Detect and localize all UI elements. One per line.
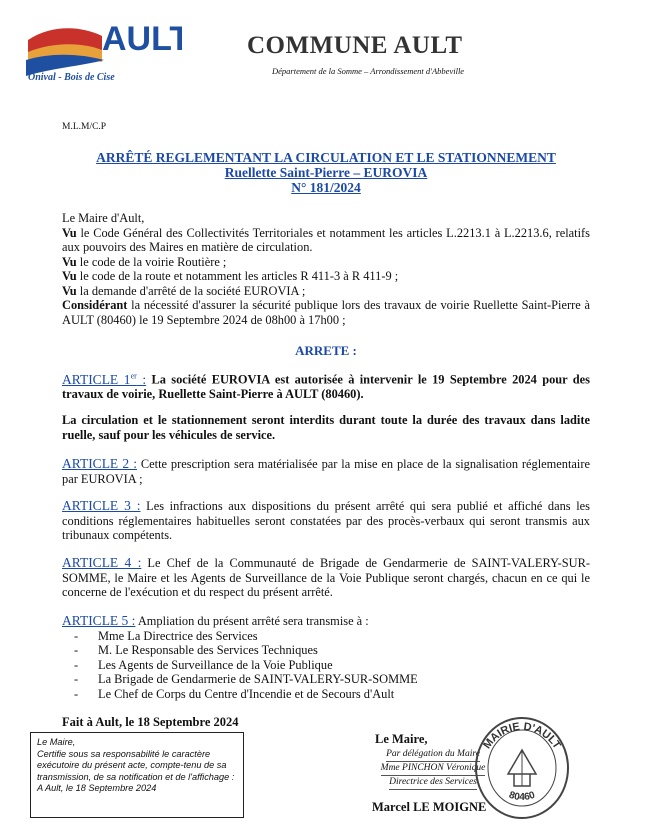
vu-keyword: Vu xyxy=(62,269,77,283)
fait-line: Fait à Ault, le 18 Septembre 2024 xyxy=(62,715,239,729)
seal-top-text: MAIRIE D'AULT xyxy=(481,720,563,752)
arrete-heading: ARRETE : xyxy=(295,343,357,358)
considerant-keyword: Considérant xyxy=(62,298,128,312)
article-5-label: ARTICLE 5 : xyxy=(62,613,136,628)
article-1-label: ARTICLE 1er : xyxy=(62,371,147,387)
title-line-2: Ruellette Saint-Pierre – EUROVIA xyxy=(224,165,428,180)
article-2 xyxy=(62,457,590,486)
vu-paragraph-1: Vu le Code Général des Collectivités Territoriales et notamment les articles L.2213.1 à L.2213.6, relatifs aux pouvoirs des Maires en matière de circulation. xyxy=(62,225,590,254)
title-line-1: ARRÊTÉ REGLEMENTANT LA CIRCULATION ET LE STATIONNEMENT xyxy=(96,150,556,165)
delegation-stamp: Par délégation du Maire Mme PINCHON Véronique Directrice des Services xyxy=(372,748,494,796)
article-3-text: Les infractions aux dispositions du présent arrêté qui sera publié et affiché dans les conditions réglementaires habituelles seront constatées par des procès-verbaux qui seront transmis aux tribunaux compétents. xyxy=(62,499,590,542)
decree-title xyxy=(62,150,590,195)
department-line: Département de la Somme – Arrondissement d'Abbeville xyxy=(272,66,465,76)
signature-title: Le Maire, xyxy=(375,732,428,746)
vu-paragraph-3: Vu le code de la route et notamment les articles R 411-3 à R 411-9 ; xyxy=(62,269,399,283)
vu-keyword: Vu xyxy=(62,283,77,298)
cert-line-1: Le Maire, xyxy=(37,737,76,747)
preamble-intro: Le Maire d'Ault, xyxy=(62,211,145,225)
cert-line-3: A Ault, le 18 Septembre 2024 xyxy=(37,783,157,793)
logo-text: AULT xyxy=(102,20,182,58)
considerant-paragraph: Considérant la nécessité d'assurer la sécurité publique lors des travaux de voirie Ruellette Saint-Pierre à AULT (80460) le 19 Septembre 2024 de 08h00 à 17h00 ; xyxy=(62,298,590,327)
ault-logo xyxy=(22,14,182,84)
list-item: - La Brigade de Gendarmerie de SAINT-VALERY-SUR-SOMME xyxy=(62,672,590,687)
article-5 xyxy=(62,614,590,701)
svg-text:80460 xyxy=(507,790,536,803)
article-3 xyxy=(62,499,590,543)
article-4-text: Le Chef de la Communauté de Brigade de Gendarmerie de SAINT-VALERY-SUR-SOMME, le Maire et les Agents de Surveillance de la Voie Publique seront chargés, chacun en ce qui le concerne de l'exécution et du respect du présent arrêté. xyxy=(62,556,590,599)
vu-keyword: Vu xyxy=(62,254,77,269)
list-item: - Mme La Directrice des Services xyxy=(62,629,590,644)
list-item: - M. Le Responsable des Services Techniques xyxy=(62,643,590,658)
article-2-text: Cette prescription sera matérialisée par la mise en place de la signalisation réglementaire par EUROVIA ; xyxy=(62,457,591,486)
vu-paragraph-2: Vu le code de la voirie Routière ; xyxy=(62,254,227,269)
article-3-label: ARTICLE 3 : xyxy=(62,498,141,513)
preamble xyxy=(62,211,590,327)
certification-box xyxy=(30,732,244,818)
reference-code: M.L.M/C.P xyxy=(62,122,107,132)
svg-text:MAIRIE D'AULT xyxy=(481,721,563,751)
article-1-text: La société EUROVIA est autorisée à intervenir le 19 Septembre 2024 pour des travaux de voirie, Ruellette Saint-Pierre à AULT (80460). xyxy=(62,372,590,401)
seal-bottom-text: 80460 xyxy=(507,789,537,803)
article-4 xyxy=(62,556,590,600)
vu-keyword: Vu xyxy=(62,225,77,240)
title-line-3: N° 181/2024 xyxy=(291,180,361,195)
cert-line-2: Certifie sous sa responsabilité le caractère exécutoire du présent acte, compte-tenu de sa transmission, de sa notification et de l'affichage : xyxy=(37,748,235,782)
vu-paragraph-4: Vu la demande d'arrêté de la société EUROVIA ; xyxy=(62,283,306,298)
article-2-label: ARTICLE 2 : xyxy=(62,456,138,471)
logo-subtitle: Onival - Bois de Cise xyxy=(28,72,115,83)
article-1 xyxy=(62,369,590,402)
article-5-text: Ampliation du présent arrêté sera transmise à : xyxy=(135,614,369,628)
article-4-label: ARTICLE 4 : xyxy=(62,555,142,570)
list-item: - Les Agents de Surveillance de la Voie Publique xyxy=(62,658,590,673)
commune-title: COMMUNE AULT xyxy=(247,32,463,59)
ampliation-list xyxy=(62,629,590,702)
list-item: - Le Chef de Corps du Centre d'Incendie et de Secours d'Ault xyxy=(62,687,590,702)
signatory-name: Marcel LE MOIGNE xyxy=(372,800,487,814)
article-1-paragraph-2: La circulation et le stationnement seront interdits durant toute la durée des travaux dans ladite ruelle, sauf pour les véhicules de service. xyxy=(62,413,590,442)
